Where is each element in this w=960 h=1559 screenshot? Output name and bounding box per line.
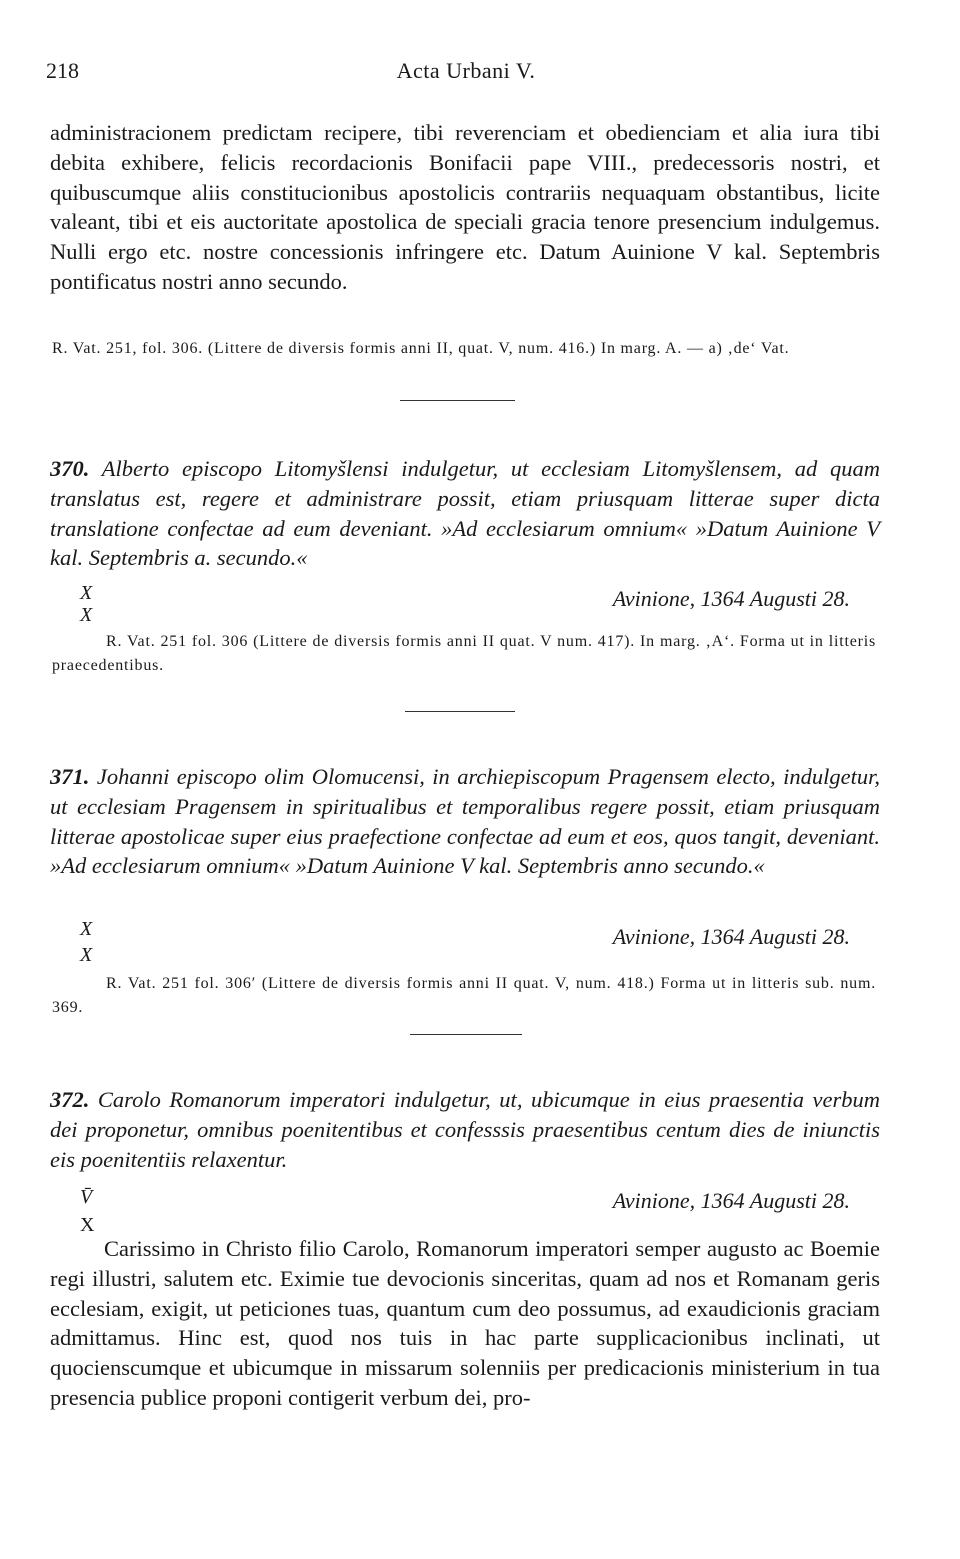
entry-370-number: 370.	[50, 456, 90, 481]
separator-rule	[400, 400, 515, 401]
entry-371-mark-1: X	[80, 918, 93, 940]
entry-371-mark-2: X	[80, 944, 93, 966]
entry-371-summary	[50, 762, 880, 881]
entry-370-mark-2: X	[80, 604, 93, 626]
entry-372-summary-text: Carolo Romanorum imperatori indulgetur, ut, ubicumque in eius praesentia verbum dei proponetur, omnibus poenitentibus et confesssis praesentibus centum dies de iniunctis eis poenitentiis relaxentur.	[50, 1087, 880, 1172]
continuation-note: R. Vat. 251, fol. 306. (Littere de diversis formis anni II, quat. V, num. 416.) In marg. A. — a) ‚de‘ Vat.	[52, 340, 790, 357]
separator-rule	[410, 1034, 522, 1035]
continuation-text: administracionem predictam recipere, tibi reverenciam et obedienciam et alia iura tibi debita exhibere, felicis recordacionis Bonifacii pape VIII., predecessoris nostri, et quibuscumque aliis constitucionibus apostolicis contrariis nequaquam obstantibus, licite valeant, tibi et eis auctoritate apostolica de speciali gracia tenore presencium indulgemus. Nulli ergo etc. nostre concessionis infringere etc. Datum Auinione V kal. Septembris pontificatus nostri anno secundo.	[50, 120, 880, 294]
separator-rule	[405, 711, 515, 712]
entry-372-mark-2: X	[80, 1214, 95, 1236]
entry-372-body: Carissimo in Christo filio Carolo, Romanorum imperatori semper augusto ac Boemie regi illustri, salutem etc. Eximie tue devocionis sinceritas, quam ad nos et Romanam geris ecclesiam, exigit, ut peticiones tuas, quantum cum deo possumus, ad exaudicionis graciam admittamus. Hinc est, quod nos tuis in hac parte supplicacionibus inclinati, ut quocienscumque et ubicumque in missarum solenniis per predicacionis ministerium in tua presencia publice proponi contigerit verbum dei, pro-	[50, 1236, 880, 1410]
entry-370-date: Avinione, 1364 Augusti 28.	[612, 586, 850, 611]
entry-370-note-text: R. Vat. 251 fol. 306 (Littere de diversis formis anni II quat. V num. 417). In marg. ‚A‘. Forma ut in litteris praecedentibus.	[52, 633, 876, 674]
entry-372-number: 372.	[50, 1087, 90, 1112]
entry-372-text	[50, 1234, 880, 1413]
entry-370-summary	[50, 454, 880, 573]
entry-370-note	[52, 630, 876, 678]
page-header	[46, 58, 886, 92]
entry-371-note	[52, 972, 876, 1020]
entry-371-summary-text: Johanni episcopo olim Olomucensi, in archiepiscopum Pragensem electo, indulgetur, ut ecclesiam Pragensem in spiritualibus et temporalibus regere possit, etiam priusquam litterae apostolicae super eius praefectione confectae ad eum et eos, quos tangit, deveniant. »Ad ecclesiarum omnium« »Datum Auinione V kal. Septembris anno secundo.«	[50, 764, 880, 879]
entry-372-mark-1: V̄	[80, 1186, 93, 1208]
entry-370-mark-1: X	[80, 582, 93, 604]
entry-372-date: Avinione, 1364 Augusti 28.	[612, 1188, 850, 1213]
entry-371-note-text: R. Vat. 251 fol. 306′ (Littere de diversis formis anni II quat. V, num. 418.) Forma ut in litteris sub. num. 369.	[52, 975, 876, 1016]
running-head: Acta Urbani V.	[396, 58, 536, 83]
page-number: 218	[46, 58, 79, 83]
entry-372-summary	[50, 1085, 880, 1174]
entry-371-number: 371.	[50, 764, 90, 789]
entry-370-summary-text: Alberto episcopo Litomyšlensi indulgetur, ut ecclesiam Litomyšlensem, ad quam translatus est, regere et administrare possit, etiam priusquam litterae super dicta translatione confectae ad eum deveniant. »Ad ecclesiarum omnium« »Datum Auinione V kal. Septembris a. secundo.«	[50, 456, 880, 571]
entry-371-date: Avinione, 1364 Augusti 28.	[612, 924, 850, 949]
